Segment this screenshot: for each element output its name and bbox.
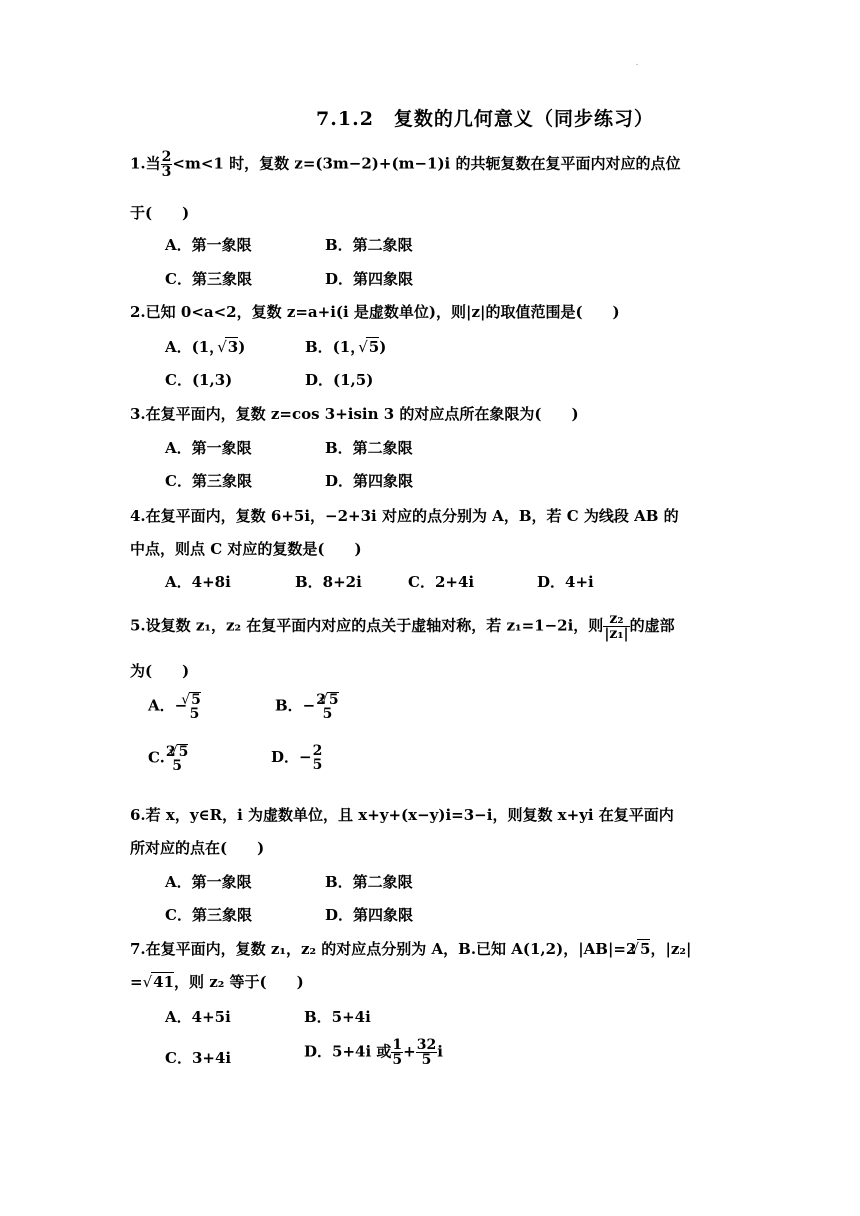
q5-option-a[interactable]: A．− √ 5 5 bbox=[148, 692, 202, 721]
q1-option-c[interactable]: C．第三象限 bbox=[165, 270, 252, 288]
question-2-stem: 2.已知 0<a<2，复数 z=a+i(i 是虚数单位)，则|z|的取值范围是( ) bbox=[130, 303, 620, 321]
question-5-stem-cont: 为( ) bbox=[130, 662, 190, 680]
q6-option-c[interactable]: C．第三象限 bbox=[165, 906, 252, 924]
q3-option-a[interactable]: A．第一象限 bbox=[165, 439, 252, 457]
question-7-stem-cont: =√ 41，则 z₂ 等于( ) bbox=[130, 971, 304, 992]
fraction-2-3: $\frac{2}{3}$ bbox=[161, 149, 172, 180]
q7-option-c[interactable]: C．3+4i bbox=[165, 1049, 232, 1067]
q7-option-a[interactable]: A．4+5i bbox=[165, 1008, 231, 1026]
q2-option-a[interactable]: A．(1，√ 3) bbox=[165, 336, 245, 357]
q4-option-c[interactable]: C．2+4i bbox=[408, 573, 475, 591]
corner-mark: . bbox=[636, 60, 639, 67]
question-5-stem: 5.设复数 z₁，z₂ 在复平面内对应的点关于虚轴对称，若 z₁=1−2i，则 $\frac{\text{z₂}}{\text{|z₁|}}$ 的虚部 bbox=[130, 611, 675, 642]
q5-option-c[interactable]: C. 2√ 5 5 bbox=[148, 744, 189, 773]
question-6-stem: 6.若 x，y∈R，i 为虚数单位，且 x+y+(x−y)i=3−i，则复数 x+yi 在复平面内 bbox=[130, 806, 674, 824]
q1-option-a[interactable]: A．第一象限 bbox=[165, 236, 252, 254]
question-7-stem: 7.在复平面内，复数 z₁，z₂ 的对应点分别为 A，B.已知 A(1,2)，|AB|=2√ 5，|z₂| bbox=[130, 938, 691, 959]
q5-option-d[interactable]: D．− 2 5 bbox=[271, 743, 323, 773]
fraction-z2-over-abs-z1: $\frac{\text{z₂}}{\text{|z₁|}}$ bbox=[604, 611, 629, 642]
q6-option-d[interactable]: D．第四象限 bbox=[325, 906, 414, 924]
question-1-stem: 1.当 $\frac{2}{3}$ <m<1 时，复数 z=(3m−2)+(m−1)i 的共轭复数在复平面内对应的点位 bbox=[130, 149, 681, 180]
q4-option-b[interactable]: B．8+2i bbox=[295, 573, 362, 591]
q3-option-b[interactable]: B．第二象限 bbox=[325, 439, 413, 457]
question-1-stem-cont: 于( ) bbox=[130, 204, 190, 222]
q2-option-b[interactable]: B．(1，√ 5) bbox=[305, 336, 386, 357]
page-title: 7.1.2 复数的几何意义（同步练习） bbox=[316, 108, 654, 130]
question-3-stem: 3.在复平面内，复数 z=cos 3+isin 3 的对应点所在象限为( ) bbox=[130, 405, 579, 423]
q3-option-d[interactable]: D．第四象限 bbox=[325, 472, 414, 490]
q7-option-b[interactable]: B．5+4i bbox=[304, 1008, 371, 1026]
q5-option-b[interactable]: B．− 2√ 5 5 bbox=[275, 692, 340, 721]
q2-option-d[interactable]: D．(1,5) bbox=[305, 371, 374, 389]
q1-option-b[interactable]: B．第二象限 bbox=[325, 236, 413, 254]
q1-option-d[interactable]: D．第四象限 bbox=[325, 270, 414, 288]
question-4-stem-cont: 中点，则点 C 对应的复数是( ) bbox=[130, 540, 362, 558]
question-4-stem: 4.在复平面内，复数 6+5i，−2+3i 对应的点分别为 A，B，若 C 为线段 AB 的 bbox=[130, 507, 679, 525]
question-6-stem-cont: 所对应的点在( ) bbox=[130, 839, 265, 857]
q3-option-c[interactable]: C．第三象限 bbox=[165, 472, 252, 490]
q6-option-b[interactable]: B．第二象限 bbox=[325, 873, 413, 891]
q4-option-a[interactable]: A．4+8i bbox=[165, 573, 231, 591]
q4-option-d[interactable]: D．4+i bbox=[537, 573, 594, 591]
q2-option-c[interactable]: C．(1,3) bbox=[165, 371, 233, 389]
q7-option-d[interactable]: D．5+4i 或 $\frac{1}{5}$ + $\frac{32}{5}$ i bbox=[304, 1037, 443, 1068]
q6-option-a[interactable]: A．第一象限 bbox=[165, 873, 252, 891]
